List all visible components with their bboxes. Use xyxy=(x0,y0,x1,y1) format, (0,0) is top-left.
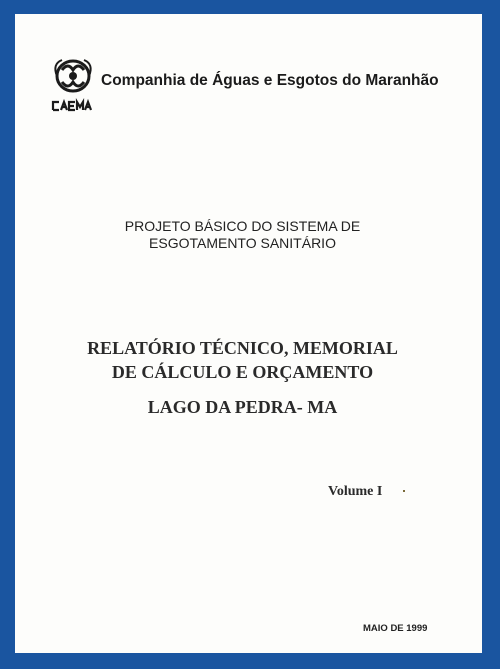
report-title-line-1: RELATÓRIO TÉCNICO, MEMORIAL xyxy=(87,338,398,358)
report-title xyxy=(15,336,470,384)
caema-logo-icon xyxy=(48,58,98,116)
publication-date: MAIO DE 1999 xyxy=(363,623,428,634)
report-location: LAGO DA PEDRA- MA xyxy=(147,397,338,417)
speck-mark xyxy=(403,490,405,492)
project-line-1: PROJETO BÁSICO DO SISTEMA DE xyxy=(124,218,361,234)
volume-label: Volume I xyxy=(328,484,383,499)
project-line-2: ESGOTAMENTO SANITÁRIO xyxy=(149,235,336,251)
report-title-line-2: DE CÁLCULO E ORÇAMENTO xyxy=(111,362,374,382)
company-name: Companhia de Águas e Esgotos do Maranhão xyxy=(101,72,439,89)
cover-page xyxy=(15,14,482,653)
project-subtitle xyxy=(15,218,470,252)
